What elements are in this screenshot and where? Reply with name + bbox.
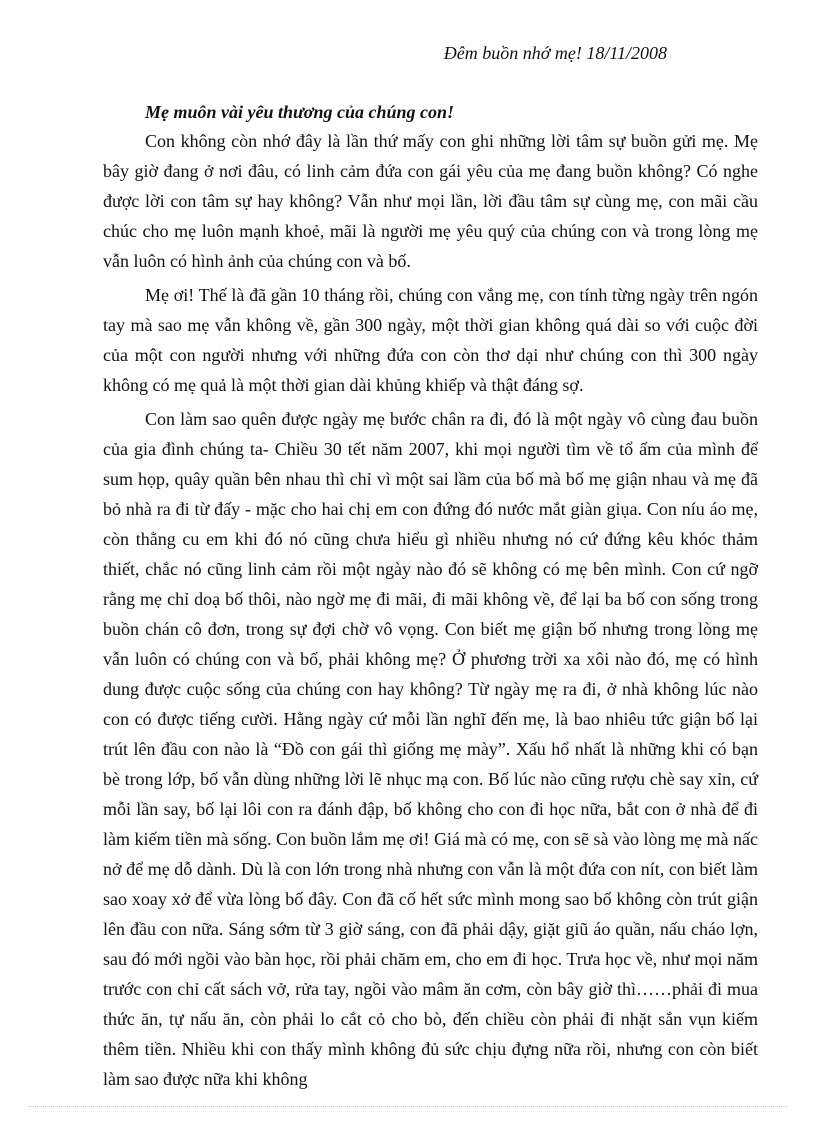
date-line: Đêm buồn nhớ mẹ! 18/11/2008: [443, 43, 667, 63]
paragraph-1: Con không còn nhớ đây là lần thứ mấy con ghi những lời tâm sự buồn gửi mẹ. Mẹ bây giờ đang ở nơi đâu, có linh cảm đứa con gái yêu của mẹ đang buồn không? Có nghe được lời con tâm sự hay không? Vẫn như mọi lần, lời đầu tâm sự cùng mẹ, con mãi cầu chúc cho mẹ luôn mạnh khoẻ, mãi là người mẹ yêu quý của chúng con và trong lòng mẹ vẫn luôn có hình ảnh của chúng con và bố.: [103, 131, 758, 271]
paragraph-2: Mẹ ơi! Thế là đã gần 10 tháng rồi, chúng con vắng mẹ, con tính từng ngày trên ngón tay mà sao mẹ vẫn không về, gần 300 ngày, một thời gian không quá dài so với cuộc đời của một con người nhưng với những đứa con còn thơ dại như chúng con thì 300 ngày không có mẹ quả là một thời gian dài khủng khiếp và thật đáng sợ.: [103, 285, 758, 395]
page-bottom-divider: [28, 1106, 788, 1107]
salutation: Mẹ muôn vài yêu thương của chúng con!: [145, 102, 454, 122]
letter-body: [103, 126, 758, 1098]
paragraph-3: Con làm sao quên được ngày mẹ bước chân ra đi, đó là một ngày vô cùng đau buồn của gia đình chúng ta- Chiều 30 tết năm 2007, khi mọi người tìm về tổ ấm của mình để sum họp, quây quần bên nhau thì chỉ vì một sai lầm của bố mà bố mẹ giận nhau và mẹ đã bỏ nhà ra đi từ đấy - mặc cho hai chị em con đứng đó nước mắt giàn giụa. Con níu áo mẹ, còn thằng cu em khi đó nó cũng chưa hiểu gì nhiều nhưng nó cứ đứng kêu khóc thảm thiết, chắc nó cũng linh cảm rồi một ngày nào đó sẽ không có mẹ bên mình. Con cứ ngỡ rằng mẹ chỉ doạ bố thôi, nào ngờ mẹ đi mãi, đi mãi không về, để lại ba bố con sống trong buồn chán cô đơn, trong sự đợi chờ vô vọng. Con biết mẹ giận bố nhưng trong lòng mẹ vẫn luôn có chúng con và bố, phải không mẹ? Ở phương trời xa xôi nào đó, mẹ có hình dung được cuộc sống của chúng con hay không? Từ ngày mẹ ra đi, ở nhà không lúc nào con có được tiếng cười. Hằng ngày cứ mỗi lần nghĩ đến mẹ, là bao nhiêu tức giận bố lại trút lên đầu con nào là “Đồ con gái thì giống mẹ mày”. Xấu hổ nhất là những khi có bạn bè trong lớp, bố vẫn dùng những lời lẽ nhục mạ con. Bố lúc nào cũng rượu chè say xỉn, cứ mỗi lần say, bố lại lôi con ra đánh đập, bố không cho con đi học nữa, bắt con ở nhà để đi làm kiếm tiền mà sống. Con buồn lắm mẹ ơi! Giá mà có mẹ, con sẽ sà vào lòng mẹ mà nấc nở để mẹ dỗ dành. Dù là con lớn trong nhà nhưng con vẫn là một đứa con nít, con biết làm sao xoay xở để vừa lòng bố đây. Con đã cố hết sức mình mong sao bố không còn trút giận lên đầu con nữa. Sáng sớm từ 3 giờ sáng, con đã phải dậy, giặt giũ áo quần, nấu cháo lợn, sau đó mới ngồi vào bàn học, rồi phải chăm em, cho em đi học. Trưa học về, như mọi năm trước con chỉ cất sách vở, rửa tay, ngồi vào mâm ăn cơm, còn bây giờ thì……phải đi mua thức ăn, tự nấu ăn, còn phải lo cắt cỏ cho bò, đến chiều còn phải đi nhặt sắn vụn kiếm thêm tiền. Nhiều khi con thấy mình không đủ sức chịu đựng nữa rồi, nhưng con còn biết làm sao được nữa khi không: [103, 409, 758, 1089]
